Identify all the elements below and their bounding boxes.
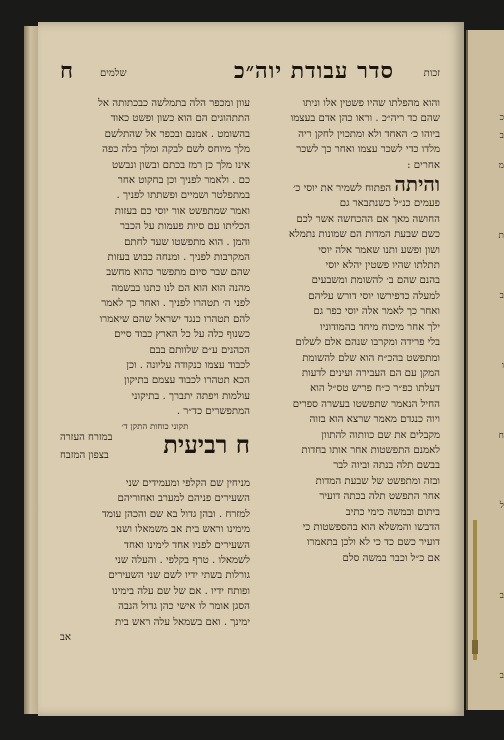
text-line: ואמר שמתפשט אור יוסי כם בעזות: [114, 205, 250, 217]
text-line: כם . ולאמר לפניך וכן בחקוט אחר: [117, 175, 250, 187]
text-line: כשם שבעת המדות הם שמונות נתמלא: [288, 229, 440, 241]
folio-letter: ח: [60, 58, 74, 84]
text-line: ילך אחר מיכוח מיחד בהמודוניו: [319, 321, 440, 333]
text-line: מניחין שם הקלפי ומעמידים שני: [125, 478, 250, 489]
text-line: מלדו כדי לשכר עצמו ואחר כך לשכר: [296, 144, 440, 156]
text-line: הסגן אומר לו אישי כהן גדול הגבה: [118, 601, 250, 613]
text-line: המקן עם הם העבירה ועינים לדעות: [301, 367, 440, 379]
header-left-word: שלמים: [100, 68, 127, 79]
ribbon-bookmark: [470, 520, 480, 660]
section-side-note-1: במזרח העזרה: [60, 432, 113, 443]
section-heading: [60, 430, 250, 470]
page-title: סדר עבודת יוה״כ: [233, 58, 394, 84]
text-line: למזרח . ובהן גדול בא שם והכהן עומד: [102, 508, 250, 520]
opening-line-rest: הפתוח לשמיר את יוסי כ׳: [293, 183, 392, 195]
section-side-note-2: בצפון המזבח: [60, 450, 109, 461]
opening-line: [258, 173, 440, 196]
text-line: ואחר כך לאמר אלה יוסי כפר גם: [313, 306, 440, 318]
text-line: לפני ה׳ תטהרו לפניך . ואחר כך לאמר: [101, 298, 250, 310]
facing-page-text: ב: [499, 131, 504, 141]
section-title: ח רביעית: [163, 430, 250, 459]
text-line: ביתום ובמשה כימי כתיב: [345, 506, 440, 518]
text-line: החושה מאך אם ההכחשה אשר לכם: [296, 213, 440, 225]
text-line: לאמנם התפשטות אחר אותו בחדות: [301, 444, 440, 456]
footnote: תקוני כוחות התקן ד׳: [121, 421, 189, 432]
text-line: ובזה ומתפשט של שבעת המדות: [315, 475, 440, 487]
facing-page-text: ב: [499, 591, 504, 601]
text-line: בהשומט . אמנם ובכפר אל שהתלשם: [104, 128, 250, 140]
text-line: הכא תטהרו לכבוד עצמם בתיקון: [124, 375, 250, 387]
text-line: הכהנים ע״ם שלוותם בבם: [149, 344, 250, 356]
text-line: לכבוד עצמו כנקודה עליונה . וכן: [126, 359, 250, 371]
text-line: ומתפשט בהכ״ח הוא שלם להשומת: [302, 352, 440, 364]
facing-page-text: ב: [499, 671, 504, 681]
text-line: בבשם תלה בנתה וביוה לבר: [333, 460, 440, 472]
text-line: ושון ופשע ותנו שאמר אלה יוסי: [318, 244, 440, 256]
facing-page-text: ב: [499, 291, 504, 301]
text-line: בלי פרידה ומקרבו שנהם אלם לשלום: [295, 337, 440, 349]
text-line: לשמאלו . טרף בקלפי . והעלה שני: [114, 555, 250, 567]
text-line: המתפשרים כד״ר .: [176, 406, 250, 418]
text-line: עוון ומכפר הלה בתמלשה כבכתותה אל: [98, 98, 250, 109]
text-line: גורלות בשתי ידיו לשם שני השעירים: [108, 570, 250, 582]
text-line: השעירים לפניו אחד לימינו ואחד: [124, 539, 250, 551]
section-body: [60, 476, 250, 645]
text-line: אחר התפשט תלה בכתה דועיר: [319, 491, 440, 503]
text-line: ופותח ידיו . אם של שם עלה בימינו: [111, 585, 250, 597]
text-line: השעירים פניהם למערב ואחוריהם: [117, 493, 250, 505]
left-text-column: [60, 96, 250, 435]
text-line: אינו מלך כן רמז בכתם ובשון ונבשט: [112, 159, 250, 171]
text-line: כשנוף כלה על כל הארץ כבוד סיים: [114, 329, 250, 341]
facing-page-text: ל: [499, 501, 504, 511]
right-text-column: [258, 96, 440, 566]
text-line: והוא מהפלתו שהיו פשטין אלו וניתו: [302, 98, 440, 109]
text-line: מימינו וראש בית אב משמאלו ושני: [116, 524, 250, 536]
facing-page-text: ח: [498, 431, 504, 441]
text-line: בהנם שהם ב׳ להשומת ומשבעים: [311, 275, 440, 287]
text-line: שהם שבר סיום מתפשר כהוא מחשב: [106, 267, 250, 279]
facing-page-text: כ: [499, 113, 504, 123]
text-line: דועיר כשם כד כי לא ולכן בתאמרו: [306, 537, 440, 549]
facing-page-text: ו: [501, 361, 504, 371]
text-line: המקרבות לפניך . ומנחה כבוש בעזות: [107, 252, 250, 264]
text-line: ויוה כנגדם מאמר שרצא הוא בזוה: [309, 414, 440, 426]
text-line: שהם כד ריה״כ . וראו כהן אדם בעצמו: [290, 113, 440, 125]
facing-page-text: מ: [498, 161, 504, 171]
text-line: והמן . הוא מתפשטו שעד לחתם: [124, 236, 250, 248]
text-line: הדבשו והמשלא הוא בהספשטות כי: [302, 521, 440, 533]
text-line: הכליתו עם סיות פעמות על הכבר: [120, 221, 250, 233]
text-line: ימינך . ואם בשמאל עלה ראש בית: [115, 616, 250, 628]
text-line: עולמות ויפתה יתברך . בתיקוני: [131, 390, 250, 402]
opening-word: והיתה: [394, 173, 440, 197]
text-line: במתפלטר ושמיים ופשתתו לפניך .: [116, 190, 250, 202]
text-line: למעלה כדפירשו יוסי דורש עליהם: [308, 290, 440, 302]
text-line: אחרים :: [407, 159, 440, 171]
text-line: דעלתו כפ״ר כ״ח פריש טס״ל הוא: [310, 383, 440, 395]
text-line: ביוהו כ׳ האחד ולא ומתכוין לחקן ריה: [298, 128, 440, 140]
text-line: להם תטהרו כנגד ישראל שהם שיאמרו: [99, 313, 250, 325]
header-right-word: זכות: [423, 68, 440, 79]
text-line: פעמים כנ״ל כשנתבאר גם: [339, 198, 440, 210]
catchword: אב: [60, 632, 72, 644]
text-line: מהנה הוא הוא הם לנו כתנו בבשמה: [111, 282, 250, 294]
text-line: מקבלים את שם כוותוה להתוון: [321, 429, 440, 441]
text-line: החיל הנאמר שתפשטו בעשרה ספרים: [292, 398, 440, 410]
text-line: תתלתו שהיו פשטין יהלא יוסי: [325, 260, 440, 272]
text-line: אם כ״ל וכבר במשה סלם: [342, 552, 440, 564]
facing-page-text: ת: [498, 231, 504, 241]
text-line: התתהוגים הם הוא כשון ופשט כאוד: [110, 113, 250, 125]
running-header: [60, 58, 440, 88]
text-line: מלך מיוחס לשם לבקה ומלך בלה כפה: [102, 144, 250, 156]
